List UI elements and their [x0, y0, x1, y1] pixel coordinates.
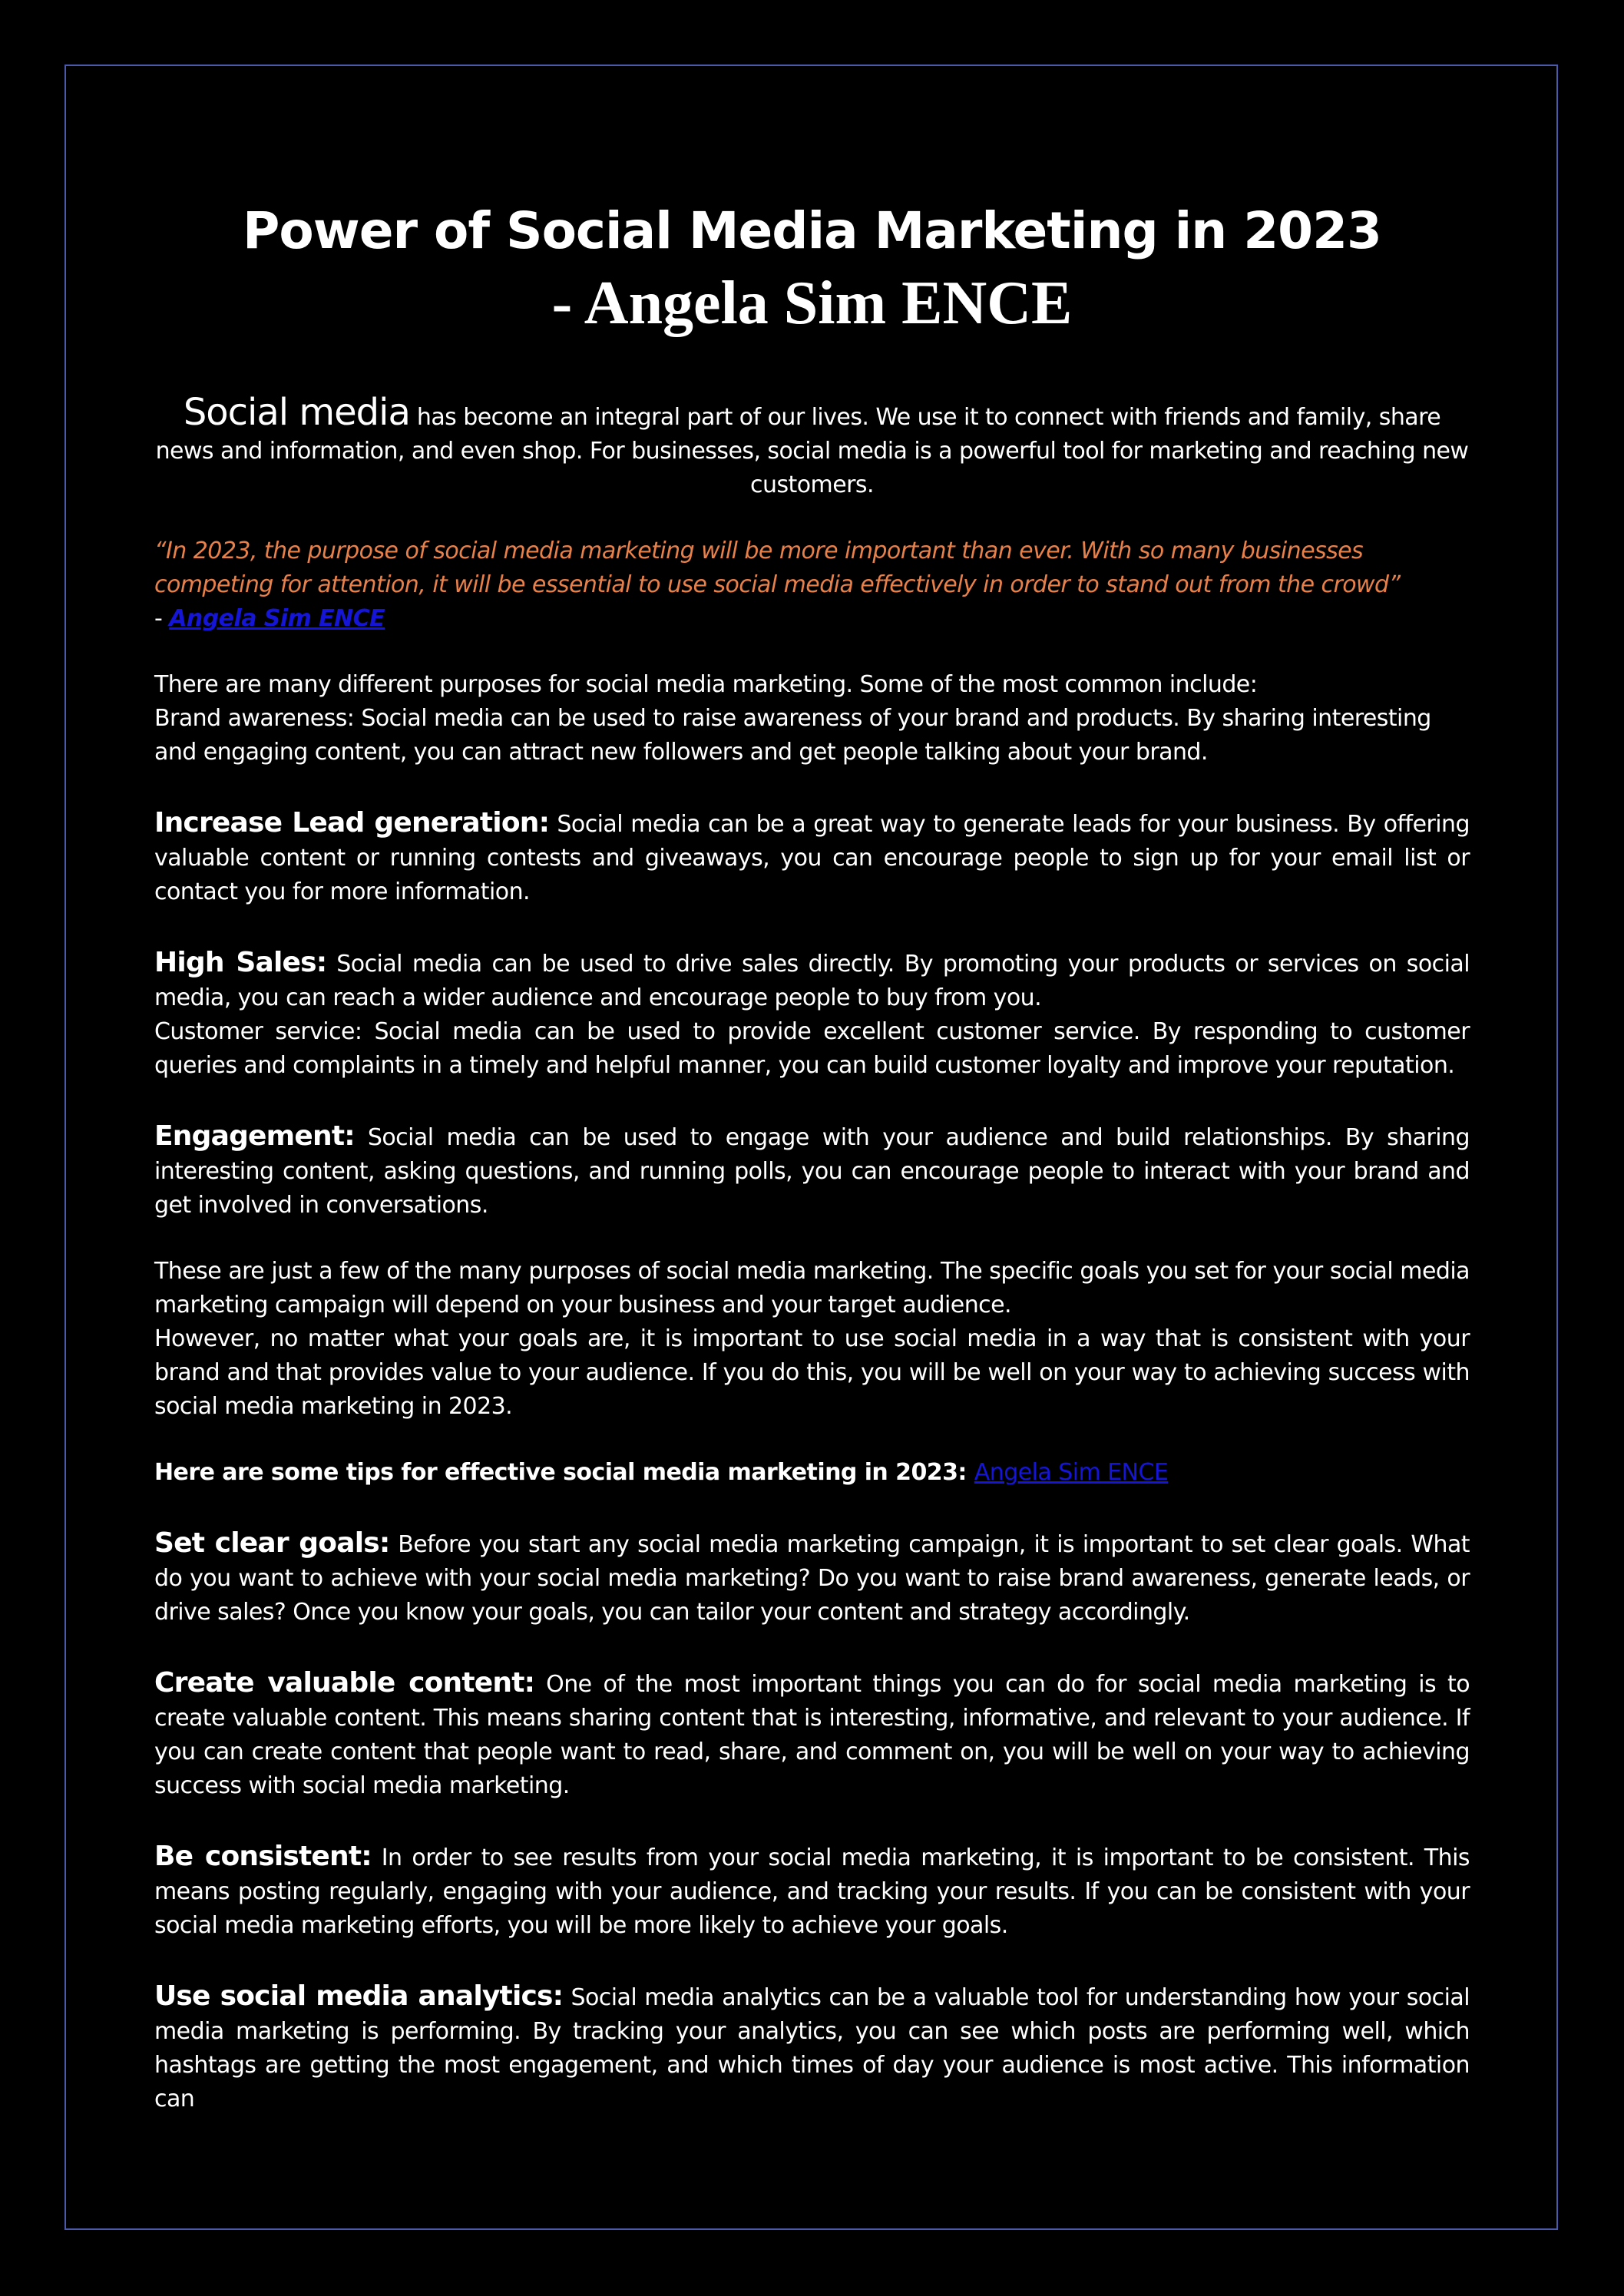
engagement-paragraph	[154, 1120, 1470, 1222]
quote-dash: -	[154, 605, 170, 632]
intro-paragraph	[154, 391, 1470, 502]
tip-content-paragraph	[154, 1666, 1470, 1803]
tip-goals-heading: Set clear goals:	[154, 1527, 390, 1559]
tip-content-heading: Create valuable content:	[154, 1667, 535, 1699]
summary-paragraph-2: However, no matter what your goals are, it is important to use social media in a way that is consistent with your brand and that provides value to your audience. If you do this, you will be well on your way to achieving success with social media marketing in 2023.	[154, 1325, 1470, 1420]
tips-author-link[interactable]: Angela Sim ENCE	[974, 1459, 1169, 1486]
summary-paragraph-1: These are just a few of the many purposes of social media marketing. The specific goals you set for your social media marketing campaign will depend on your business and your target audience.	[154, 1258, 1470, 1318]
brand-awareness-paragraph: Brand awareness: Social media can be used to raise awareness of your brand and products. By sharing interesting and engaging content, you can attract new followers and get people talking about your brand.	[154, 705, 1431, 766]
purposes-intro: There are many different purposes for social media marketing. Some of the most common include:	[154, 671, 1258, 698]
intro-lead: Social media	[183, 391, 410, 434]
engagement-heading: Engagement:	[154, 1120, 355, 1152]
lead-generation-paragraph	[154, 806, 1470, 909]
engagement-text: Social media can be used to engage with your audience and build relationships. By sharing interesting content, asking questions, and running polls, you can encourage people to interact with your brand and get involved in conversations.	[154, 1124, 1470, 1219]
tip-consistent-text: In order to see results from your social media marketing, it is important to be consistent. This means posting regularly, engaging with your audience, and tracking your results. If you can be consistent with your social media marketing efforts, you will be more likely to achieve your goals.	[154, 1844, 1470, 1939]
document-title: Power of Social Media Marketing in 2023	[243, 201, 1381, 260]
lead-generation-text: Social media can be a great way to generate leads for your business. By offering valuable content or running contests and giveaways, you can encourage people to sign up for your email list or contact you for more information.	[154, 811, 1470, 905]
high-sales-heading: High Sales:	[154, 947, 327, 978]
intro-text: has become an integral part of our lives. We use it to connect with friends and family, share news and information, and even shop. For businesses, social media is a powerful tool for marketing and reaching new customers.	[155, 404, 1469, 498]
tip-goals-paragraph	[154, 1527, 1470, 1629]
document-body	[154, 196, 1470, 2116]
tip-content-text: One of the most important things you can do for social media marketing is to create valuable content. This means sharing content that is interesting, informative, and relevant to your audience. If you can create content that people want to read, share, and comment on, you will be well on your way to achieving success with social media marketing.	[154, 1671, 1470, 1799]
tip-analytics-paragraph	[154, 1980, 1470, 2116]
lead-generation-heading: Increase Lead generation:	[154, 807, 550, 839]
tip-analytics-heading: Use social media analytics:	[154, 1980, 564, 2012]
customer-service-paragraph: Customer service: Social media can be used to provide excellent customer service. By responding to customer queries and complaints in a timely and helpful manner, you can build customer loyalty and improve your reputation.	[154, 1018, 1470, 1079]
high-sales-paragraph	[154, 946, 1470, 1015]
quote-attribution	[154, 602, 1470, 636]
tip-consistent-heading: Be consistent:	[154, 1841, 372, 1872]
quote-author-link[interactable]: Angela Sim ENCE	[169, 605, 385, 632]
document-author-title: - Angela Sim ENCE	[551, 270, 1073, 337]
high-sales-text: Social media can be used to drive sales directly. By promoting your products or services on social media, you can reach a wider audience and encourage people to buy from you.	[154, 951, 1470, 1011]
tip-consistent-paragraph	[154, 1840, 1470, 1943]
quote-text: “In 2023, the purpose of social media marketing will be more important than ever. With so many businesses competing for attention, it will be essential to use social media effectively in order to stand out from the crowd”	[154, 538, 1401, 598]
tips-intro-text: Here are some tips for effective social media marketing in 2023:	[154, 1459, 974, 1486]
tip-goals-text: Before you start any social media marketing campaign, it is important to set clear goals. What do you want to achieve with your social media marketing? Do you want to raise brand awareness, generate leads, or drive sales? Once you know your goals, you can tailor your content and strategy accordingly.	[154, 1531, 1470, 1626]
tips-intro	[154, 1456, 1470, 1490]
tip-analytics-text: Social media analytics can be a valuable tool for understanding how your social media marketing is performing. By tracking your analytics, you can see which posts are performing well, which hashtags are getting the most engagement, and which times of day your audience is most active. This information can	[154, 1984, 1470, 2112]
